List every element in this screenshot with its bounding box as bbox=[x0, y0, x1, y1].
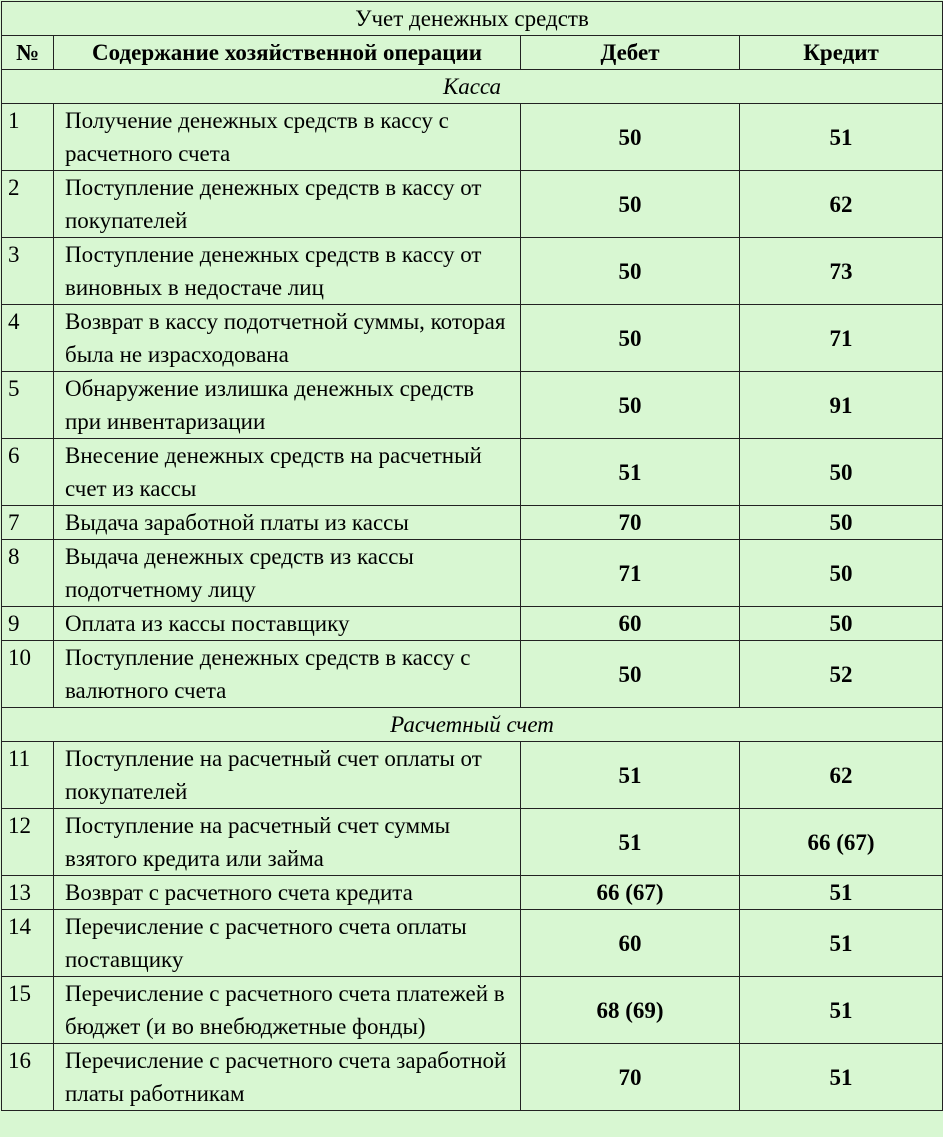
header-description: Содержание хозяйственной операции bbox=[54, 36, 521, 70]
row-description: Поступление денежных средств в кассу с валютного счета bbox=[54, 641, 521, 708]
table-row bbox=[2, 372, 943, 439]
row-description: Обнаружение излишка денежных средств при инвентаризации bbox=[54, 372, 521, 439]
row-credit: 50 bbox=[740, 540, 943, 607]
section-row bbox=[2, 708, 943, 742]
row-description: Внесение денежных средств на расчетный счет из кассы bbox=[54, 439, 521, 506]
row-credit: 50 bbox=[740, 607, 943, 641]
row-debit: 51 bbox=[521, 742, 740, 809]
row-debit: 50 bbox=[521, 305, 740, 372]
row-debit: 50 bbox=[521, 641, 740, 708]
row-number: 13 bbox=[2, 876, 54, 910]
row-credit: 51 bbox=[740, 977, 943, 1044]
table-row bbox=[2, 104, 943, 171]
table-row bbox=[2, 809, 943, 876]
ledger-table bbox=[1, 1, 943, 1111]
row-description: Выдача денежных средств из кассы подотчетному лицу bbox=[54, 540, 521, 607]
row-number: 10 bbox=[2, 641, 54, 708]
table-row bbox=[2, 910, 943, 977]
row-description: Поступление на расчетный счет оплаты от покупателей bbox=[54, 742, 521, 809]
row-debit: 60 bbox=[521, 607, 740, 641]
row-number: 7 bbox=[2, 506, 54, 540]
row-number: 15 bbox=[2, 977, 54, 1044]
table-row bbox=[2, 742, 943, 809]
row-description: Поступление денежных средств в кассу от виновных в недостаче лиц bbox=[54, 238, 521, 305]
table-title: Учет денежных средств bbox=[2, 2, 943, 36]
row-number: 9 bbox=[2, 607, 54, 641]
row-credit: 52 bbox=[740, 641, 943, 708]
row-debit: 50 bbox=[521, 372, 740, 439]
table-row bbox=[2, 876, 943, 910]
row-credit: 66 (67) bbox=[740, 809, 943, 876]
row-debit: 70 bbox=[521, 506, 740, 540]
row-debit: 51 bbox=[521, 439, 740, 506]
row-credit: 50 bbox=[740, 439, 943, 506]
row-number: 16 bbox=[2, 1044, 54, 1111]
row-credit: 51 bbox=[740, 876, 943, 910]
row-credit: 73 bbox=[740, 238, 943, 305]
header-credit: Кредит bbox=[740, 36, 943, 70]
row-credit: 71 bbox=[740, 305, 943, 372]
row-credit: 51 bbox=[740, 104, 943, 171]
row-credit: 62 bbox=[740, 171, 943, 238]
row-description: Перечисление с расчетного счета заработной платы работникам bbox=[54, 1044, 521, 1111]
row-description: Возврат с расчетного счета кредита bbox=[54, 876, 521, 910]
section-title: Касса bbox=[2, 70, 943, 104]
header-debit: Дебет bbox=[521, 36, 740, 70]
row-number: 6 bbox=[2, 439, 54, 506]
table-row bbox=[2, 540, 943, 607]
section-title: Расчетный счет bbox=[2, 708, 943, 742]
row-debit: 66 (67) bbox=[521, 876, 740, 910]
table-row bbox=[2, 506, 943, 540]
row-number: 12 bbox=[2, 809, 54, 876]
row-number: 11 bbox=[2, 742, 54, 809]
row-description: Поступление денежных средств в кассу от покупателей bbox=[54, 171, 521, 238]
row-credit: 62 bbox=[740, 742, 943, 809]
table-row bbox=[2, 977, 943, 1044]
table-row bbox=[2, 439, 943, 506]
row-description: Поступление на расчетный счет суммы взятого кредита или займа bbox=[54, 809, 521, 876]
row-description: Оплата из кассы поставщику bbox=[54, 607, 521, 641]
table-row bbox=[2, 641, 943, 708]
row-credit: 51 bbox=[740, 910, 943, 977]
table-row bbox=[2, 305, 943, 372]
table-row bbox=[2, 1044, 943, 1111]
row-debit: 50 bbox=[521, 104, 740, 171]
row-debit: 50 bbox=[521, 171, 740, 238]
row-debit: 51 bbox=[521, 809, 740, 876]
row-credit: 91 bbox=[740, 372, 943, 439]
row-number: 2 bbox=[2, 171, 54, 238]
row-description: Перечисление с расчетного счета платежей в бюджет (и во внебюджетные фонды) bbox=[54, 977, 521, 1044]
header-num: № bbox=[2, 36, 54, 70]
table-row bbox=[2, 171, 943, 238]
row-number: 5 bbox=[2, 372, 54, 439]
row-description: Возврат в кассу подотчетной суммы, которая была не израсходована bbox=[54, 305, 521, 372]
row-number: 8 bbox=[2, 540, 54, 607]
row-credit: 51 bbox=[740, 1044, 943, 1111]
row-credit: 50 bbox=[740, 506, 943, 540]
row-debit: 71 bbox=[521, 540, 740, 607]
row-description: Получение денежных средств в кассу с расчетного счета bbox=[54, 104, 521, 171]
row-debit: 50 bbox=[521, 238, 740, 305]
row-description: Перечисление с расчетного счета оплаты поставщику bbox=[54, 910, 521, 977]
row-debit: 68 (69) bbox=[521, 977, 740, 1044]
row-number: 14 bbox=[2, 910, 54, 977]
row-number: 3 bbox=[2, 238, 54, 305]
table-row bbox=[2, 607, 943, 641]
row-description: Выдача заработной платы из кассы bbox=[54, 506, 521, 540]
row-debit: 70 bbox=[521, 1044, 740, 1111]
row-number: 4 bbox=[2, 305, 54, 372]
section-row bbox=[2, 70, 943, 104]
table-row bbox=[2, 238, 943, 305]
row-debit: 60 bbox=[521, 910, 740, 977]
row-number: 1 bbox=[2, 104, 54, 171]
table-body bbox=[2, 70, 943, 1111]
